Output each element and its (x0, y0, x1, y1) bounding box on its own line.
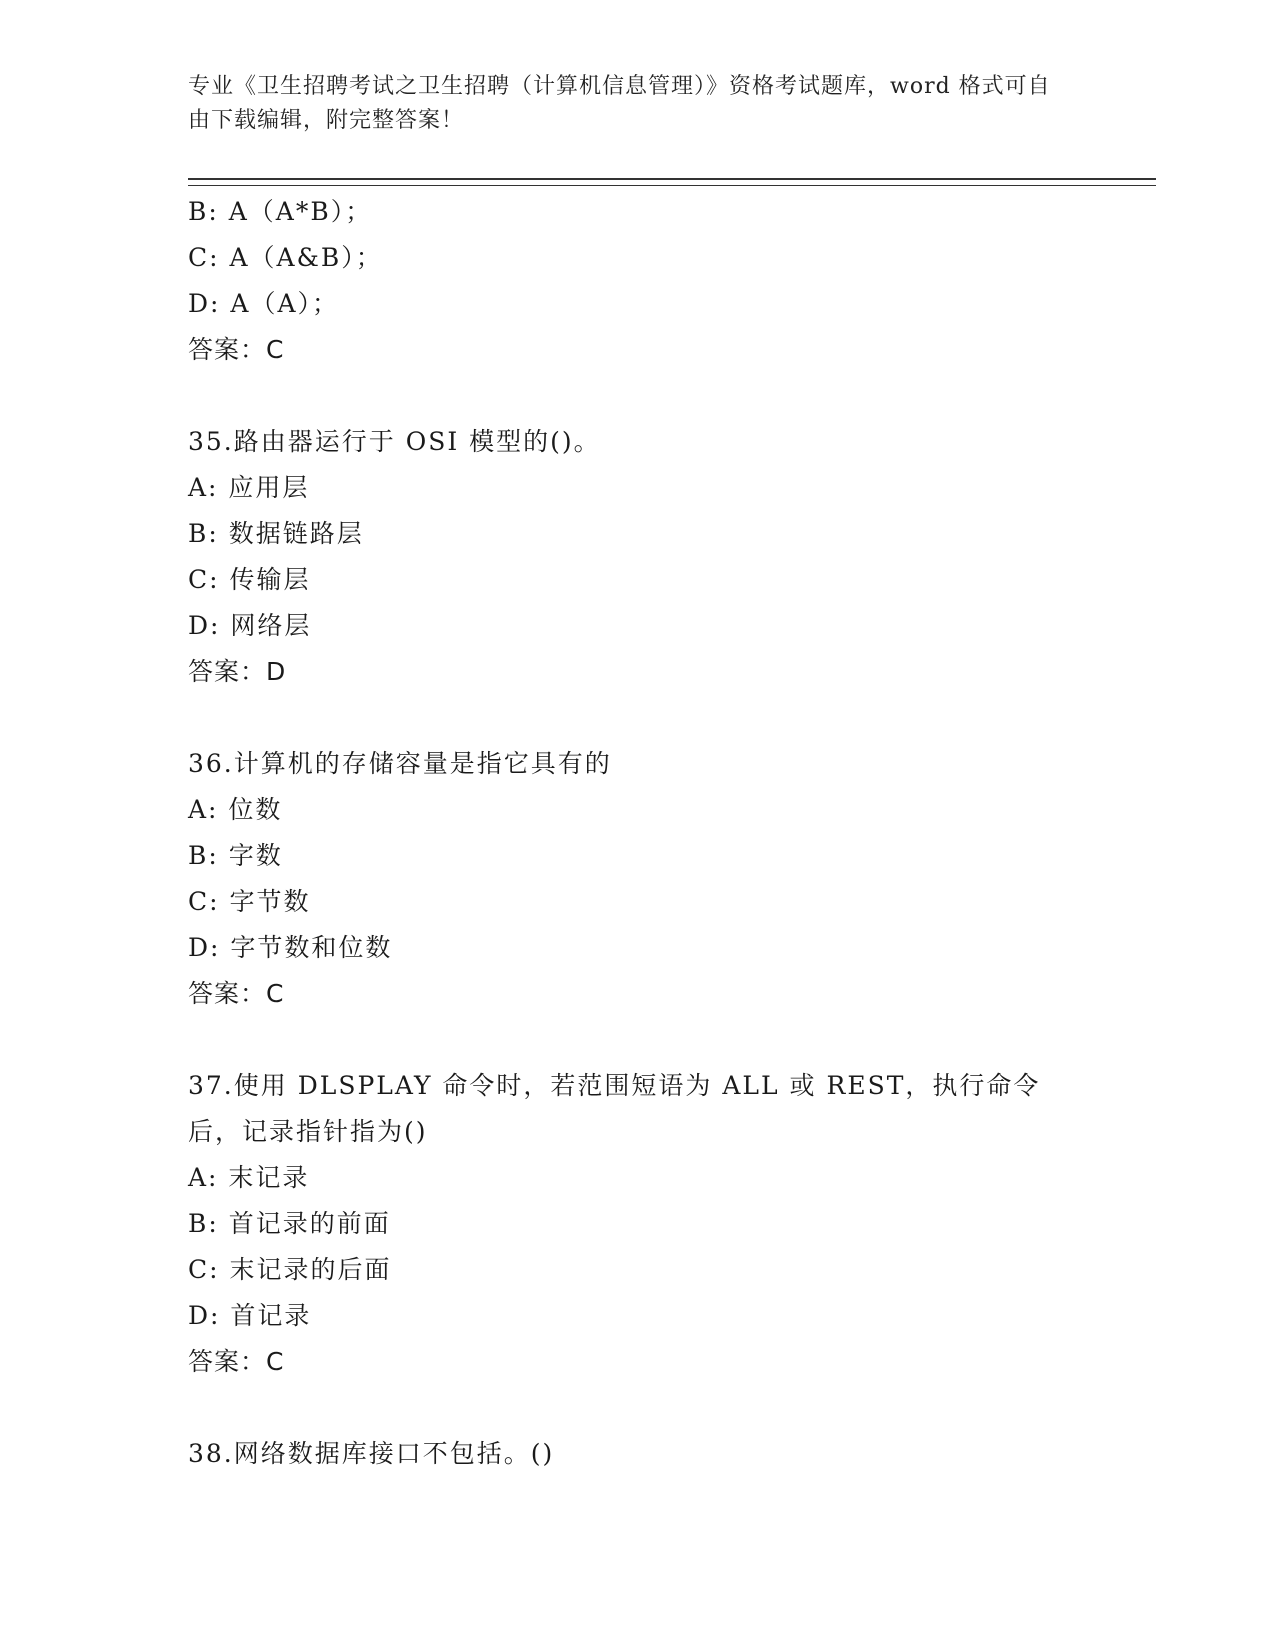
question-block-37 (188, 1063, 1088, 1385)
page-header: 专业《卫生招聘考试之卫生招聘（计算机信息管理）》资格考试题库，word 格式可自由下载编辑，附完整答案！ (188, 74, 1051, 133)
question-list (188, 189, 1088, 1477)
option-a: A: 应用层 (188, 473, 310, 502)
option-b: B: 字数 (188, 841, 283, 870)
option-d: D: 网络层 (188, 611, 312, 640)
question-text: 37.使用 DLSPLAY 命令时，若范围短语为 ALL 或 REST，执行命令后，记录指针指为() (188, 1071, 1041, 1146)
option-b: B: 数据链路层 (188, 519, 364, 548)
answer-line: 答案：C (188, 979, 285, 1008)
option-c: C: 传输层 (188, 565, 311, 594)
spacer (188, 1017, 1088, 1063)
question-text: 35.路由器运行于 OSI 模型的()。 (188, 427, 601, 456)
spacer (188, 373, 1088, 419)
answer-line: 答案：C (188, 335, 285, 364)
question-block-35 (188, 419, 1088, 695)
option-d: D: 首记录 (188, 1301, 312, 1330)
question-block-34 (188, 189, 1088, 373)
option-b: B: A（A*B）； (188, 197, 373, 226)
option-b: B: 首记录的前面 (188, 1209, 391, 1238)
answer-line: 答案：D (188, 657, 287, 686)
question-text: 36.计算机的存储容量是指它具有的 (188, 749, 612, 778)
header-divider (188, 178, 1156, 186)
option-a: A: 末记录 (188, 1163, 310, 1192)
question-block-38 (188, 1431, 1088, 1477)
spacer (188, 1385, 1088, 1431)
spacer (188, 695, 1088, 741)
question-block-36 (188, 741, 1088, 1017)
answer-line: 答案：C (188, 1347, 285, 1376)
option-c: C: 末记录的后面 (188, 1255, 392, 1284)
question-text: 38.网络数据库接口不包括。() (188, 1439, 555, 1468)
option-c: C: A（A&B）； (188, 243, 383, 272)
option-d: D: A（A）； (188, 289, 340, 318)
option-d: D: 字节数和位数 (188, 933, 393, 962)
option-c: C: 字节数 (188, 887, 311, 916)
option-a: A: 位数 (188, 795, 283, 824)
